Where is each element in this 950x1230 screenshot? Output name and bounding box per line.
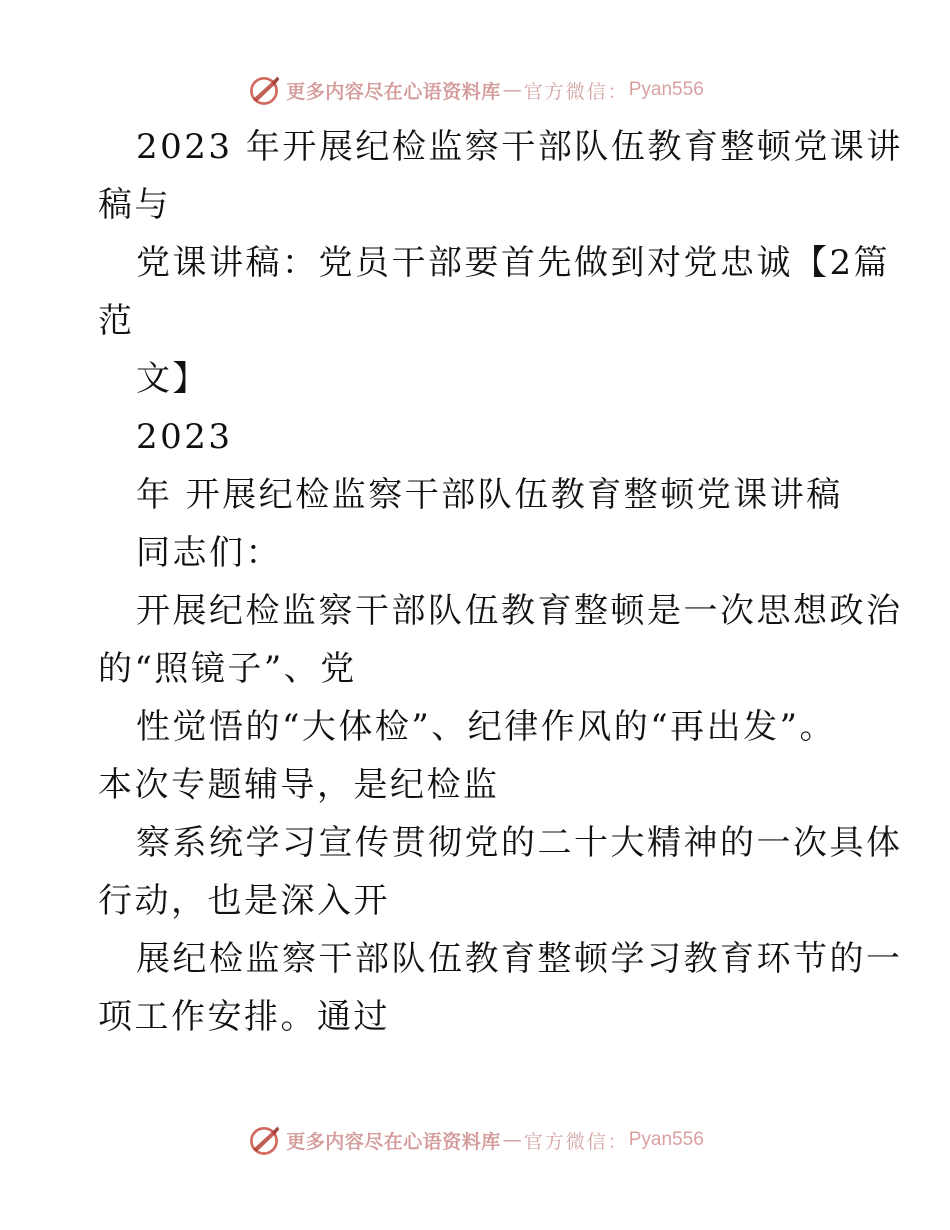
watermark-dash: — <box>502 1129 522 1151</box>
text-line: 的“照镜子”、党 <box>98 649 357 689</box>
text-line: 年 开展纪检监察干部队伍教育整顿党课讲稿 <box>136 475 843 515</box>
watermark-title: 更多内容尽在心语资料库 <box>286 80 501 103</box>
text-line: 2023 <box>136 417 233 457</box>
text-line: 同志们： <box>136 533 282 573</box>
text-line: 察系统学习宣传贯彻党的二十大精神的一次具体 <box>136 823 903 863</box>
text-line: 文】 <box>136 359 209 399</box>
watermark-wechat-id: Pyan556 <box>628 79 704 100</box>
document-body <box>98 118 903 1046</box>
watermark-title: 更多内容尽在心语资料库 <box>286 1130 501 1153</box>
text-line: 范 <box>98 301 135 341</box>
watermark-dash: — <box>502 79 522 101</box>
text-line: 本次专题辅导，是纪检监 <box>98 765 500 805</box>
text-line: 党课讲稿：党员干部要首先做到对党忠诚【2篇 <box>136 243 891 283</box>
watermark-wechat-label: 官方微信： <box>523 1130 629 1153</box>
brush-logo-icon <box>246 72 282 108</box>
header-watermark <box>0 70 950 110</box>
footer-watermark <box>0 1120 950 1160</box>
text-line: 2023 年开展纪检监察干部队伍教育整顿党课讲 <box>136 127 903 167</box>
text-line: 性觉悟的“大体检”、纪律作风的“再出发”。 <box>136 707 837 747</box>
text-line: 项工作安排。通过 <box>98 997 390 1037</box>
text-line: 行动，也是深入开 <box>98 881 390 921</box>
watermark-wechat-label: 官方微信： <box>523 80 629 103</box>
text-line: 开展纪检监察干部队伍教育整顿是一次思想政治 <box>136 591 903 631</box>
text-line: 稿与 <box>98 185 171 225</box>
text-line: 展纪检监察干部队伍教育整顿学习教育环节的一 <box>136 939 903 979</box>
watermark-wechat-id: Pyan556 <box>628 1129 704 1150</box>
brush-logo-icon <box>246 1122 282 1158</box>
